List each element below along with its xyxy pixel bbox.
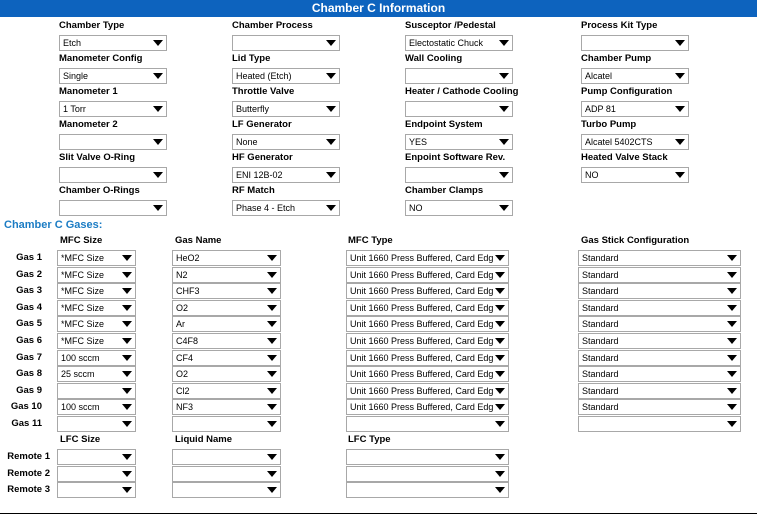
mfc-type-select[interactable] — [346, 350, 509, 366]
row-label-gas-3: Gas 3 — [16, 285, 42, 297]
row-label-gas-4: Gas 4 — [16, 301, 42, 313]
chevron-down-icon[interactable] — [122, 321, 132, 327]
gas-stick-select[interactable] — [578, 416, 741, 432]
row-label-gas-9: Gas 9 — [16, 384, 42, 396]
mfc-size-select[interactable] — [57, 283, 136, 299]
select-turbo-pump-value: Alcatel 5402CTS — [585, 137, 653, 147]
select-chamber-process[interactable] — [232, 35, 340, 51]
header-mfc-size: MFC Size — [60, 235, 103, 246]
header-lfc-type: LFC Type — [348, 434, 391, 445]
chevron-down-icon[interactable] — [326, 172, 336, 178]
select-lf-generator-value: None — [236, 137, 258, 147]
chevron-down-icon[interactable] — [727, 421, 737, 427]
select-chamber-type[interactable] — [59, 35, 167, 51]
chevron-down-icon[interactable] — [495, 487, 505, 493]
chevron-down-icon[interactable] — [495, 471, 505, 477]
chevron-down-icon[interactable] — [153, 172, 163, 178]
row-label-gas-6: Gas 6 — [16, 335, 42, 346]
gas-name-select-value: CF4 — [176, 352, 194, 363]
mfc-size-select-value: *MFC Size — [61, 336, 105, 346]
select-manometer-1[interactable] — [59, 101, 167, 117]
liquid-name-select[interactable] — [172, 466, 281, 482]
select-manometer-config-value: Single — [63, 71, 89, 81]
mfc-type-select-value: Unit 1660 Press Buffered, Card Edg — [350, 286, 494, 297]
lfc-size-select[interactable] — [57, 482, 136, 498]
gas-stick-select[interactable] — [578, 350, 741, 366]
chevron-down-icon[interactable] — [267, 305, 277, 311]
mfc-size-select-value: *MFC Size — [61, 253, 105, 263]
chevron-down-icon[interactable] — [727, 321, 737, 327]
mfc-size-select[interactable] — [57, 316, 136, 332]
gas-stick-select[interactable] — [578, 383, 741, 399]
chevron-down-icon[interactable] — [122, 355, 132, 361]
row-label-gas-1: Gas 1 — [16, 252, 42, 263]
header-lfc-size: LFC Size — [60, 434, 101, 445]
chevron-down-icon[interactable] — [727, 305, 737, 311]
mfc-type-select-value: Unit 1660 Press Buffered, Card Edg — [350, 369, 494, 380]
gas-stick-select-value: Standard — [582, 385, 619, 396]
chevron-down-icon[interactable] — [727, 288, 737, 294]
chevron-down-icon[interactable] — [122, 305, 132, 311]
label-pump-configuration: Pump Configuration — [581, 86, 673, 97]
gas-stick-select[interactable] — [578, 399, 741, 415]
gas-stick-select-value: Standard — [582, 336, 619, 346]
label-enpoint-software-rev: Enpoint Software Rev. — [405, 152, 506, 163]
select-pump-configuration[interactable] — [581, 101, 689, 117]
label-chamber-type: Chamber Type — [59, 20, 125, 31]
mfc-size-select[interactable] — [57, 383, 136, 399]
gas-stick-select-value: Standard — [582, 402, 619, 413]
liquid-name-select[interactable] — [172, 482, 281, 498]
select-turbo-pump[interactable] — [581, 134, 689, 150]
mfc-size-select-value: 25 sccm — [61, 369, 95, 380]
chevron-down-icon[interactable] — [153, 106, 163, 112]
label-heated-valve-stack: Heated Valve Stack — [581, 152, 668, 163]
chevron-down-icon[interactable] — [499, 139, 509, 145]
chevron-down-icon[interactable] — [326, 73, 336, 79]
select-throttle-valve[interactable] — [232, 101, 340, 117]
mfc-type-select[interactable] — [346, 383, 509, 399]
mfc-size-select[interactable] — [57, 399, 136, 415]
chevron-down-icon[interactable] — [495, 321, 505, 327]
chevron-down-icon[interactable] — [267, 471, 277, 477]
mfc-size-select[interactable] — [57, 267, 136, 283]
select-chamber-type-value: Etch — [63, 38, 82, 48]
gas-name-select[interactable] — [172, 250, 281, 266]
gas-name-select-value: O2 — [176, 302, 189, 313]
select-slit-valve-o-ring[interactable] — [59, 167, 167, 183]
chevron-down-icon[interactable] — [267, 454, 277, 460]
chevron-down-icon[interactable] — [495, 338, 505, 344]
label-hf-generator: HF Generator — [232, 152, 293, 163]
mfc-type-select[interactable] — [346, 267, 509, 283]
chevron-down-icon[interactable] — [267, 371, 277, 377]
gas-stick-select-value: Standard — [582, 352, 619, 363]
chevron-down-icon[interactable] — [727, 371, 737, 377]
gas-stick-select[interactable] — [578, 267, 741, 283]
gas-name-select-value: HeO2 — [176, 253, 200, 263]
mfc-type-select-value: Unit 1660 Press Buffered, Card Edg — [350, 253, 494, 263]
select-manometer-config[interactable] — [59, 68, 167, 84]
gas-stick-select[interactable] — [578, 283, 741, 299]
header-gas-stick-configuration: Gas Stick Configuration — [581, 235, 690, 246]
gas-stick-select[interactable] — [578, 333, 741, 349]
select-manometer-1-value: 1 Torr — [63, 104, 86, 114]
select-wall-cooling[interactable] — [405, 68, 513, 84]
gas-name-select[interactable] — [172, 366, 281, 382]
chevron-down-icon[interactable] — [267, 321, 277, 327]
gas-name-select[interactable] — [172, 383, 281, 399]
select-pump-configuration-value: ADP 81 — [585, 104, 616, 114]
mfc-type-select[interactable] — [346, 366, 509, 382]
lfc-size-select[interactable] — [57, 449, 136, 465]
label-lf-generator: LF Generator — [232, 119, 292, 130]
chevron-down-icon[interactable] — [499, 205, 509, 211]
select-hf-generator[interactable] — [232, 167, 340, 183]
select-heated-valve-stack[interactable] — [581, 167, 689, 183]
select-lf-generator[interactable] — [232, 134, 340, 150]
label-susceptor-pedestal: Susceptor /Pedestal — [405, 20, 496, 31]
row-label-remote-3: Remote 3 — [7, 484, 50, 496]
select-heater-cathode-cooling[interactable] — [405, 101, 513, 117]
select-enpoint-software-rev[interactable] — [405, 167, 513, 183]
label-rf-match: RF Match — [232, 185, 275, 196]
mfc-type-select-value: Unit 1660 Press Buffered, Card Edg — [350, 319, 494, 330]
select-chamber-clamps-value: NO — [409, 203, 423, 213]
select-endpoint-system[interactable] — [405, 134, 513, 150]
chevron-down-icon[interactable] — [727, 404, 737, 410]
chevron-down-icon[interactable] — [267, 288, 277, 294]
label-chamber-pump: Chamber Pump — [581, 53, 652, 64]
label-manometer-1: Manometer 1 — [59, 86, 118, 97]
select-rf-match-value: Phase 4 - Etch — [236, 203, 296, 213]
chevron-down-icon[interactable] — [495, 305, 505, 311]
lfc-type-select[interactable] — [346, 466, 509, 482]
label-process-kit-type: Process Kit Type — [581, 20, 658, 31]
chevron-down-icon[interactable] — [675, 172, 685, 178]
label-lid-type: Lid Type — [232, 53, 271, 64]
row-label-gas-2: Gas 2 — [16, 268, 42, 280]
row-label-gas-10: Gas 10 — [10, 401, 42, 413]
gases-section-heading: Chamber C Gases: — [4, 219, 103, 231]
chevron-down-icon[interactable] — [267, 487, 277, 493]
chevron-down-icon[interactable] — [727, 255, 737, 261]
gas-stick-select-value: Standard — [582, 302, 619, 313]
chevron-down-icon[interactable] — [727, 338, 737, 344]
row-label-gas-7: Gas 7 — [16, 351, 42, 363]
chevron-down-icon[interactable] — [122, 404, 132, 410]
chevron-down-icon[interactable] — [499, 40, 509, 46]
label-throttle-valve: Throttle Valve — [232, 86, 295, 97]
mfc-size-select-value: *MFC Size — [61, 269, 105, 280]
gas-stick-select-value: Standard — [582, 253, 619, 263]
gas-stick-select-value: Standard — [582, 319, 619, 330]
mfc-type-select-value: Unit 1660 Press Buffered, Card Edg — [350, 269, 494, 280]
mfc-size-select-value: *MFC Size — [61, 319, 105, 330]
chevron-down-icon[interactable] — [499, 172, 509, 178]
label-turbo-pump: Turbo Pump — [581, 119, 637, 130]
chevron-down-icon[interactable] — [122, 288, 132, 294]
gas-stick-select[interactable] — [578, 300, 741, 316]
chevron-down-icon[interactable] — [495, 355, 505, 361]
row-label-gas-11: Gas 11 — [11, 418, 42, 429]
mfc-type-select-value: Unit 1660 Press Buffered, Card Edg — [350, 336, 494, 346]
label-chamber-clamps: Chamber Clamps — [405, 185, 484, 196]
chevron-down-icon[interactable] — [326, 106, 336, 112]
chevron-down-icon[interactable] — [495, 454, 505, 460]
select-chamber-clamps[interactable] — [405, 200, 513, 216]
gas-name-select-value: N2 — [176, 269, 188, 280]
gas-name-select-value: Cl2 — [176, 385, 190, 396]
chevron-down-icon[interactable] — [122, 272, 132, 278]
gas-name-select[interactable] — [172, 416, 281, 432]
mfc-type-select-value: Unit 1660 Press Buffered, Card Edg — [350, 402, 494, 413]
mfc-type-select[interactable] — [346, 283, 509, 299]
chevron-down-icon[interactable] — [326, 40, 336, 46]
chevron-down-icon[interactable] — [122, 388, 132, 394]
mfc-type-select[interactable] — [346, 250, 509, 266]
mfc-type-select[interactable] — [346, 416, 509, 432]
chevron-down-icon[interactable] — [153, 205, 163, 211]
gas-stick-select-value: Standard — [582, 369, 619, 380]
row-label-gas-8: Gas 8 — [16, 368, 42, 380]
select-rf-match[interactable] — [232, 200, 340, 216]
select-chamber-pump[interactable] — [581, 68, 689, 84]
chevron-down-icon[interactable] — [267, 255, 277, 261]
label-manometer-2: Manometer 2 — [59, 119, 118, 130]
gas-stick-select-value: Standard — [582, 286, 619, 297]
mfc-size-select-value: 100 sccm — [61, 402, 100, 413]
gas-name-select[interactable] — [172, 283, 281, 299]
select-susceptor-pedestal-value: Electostatic Chuck — [409, 38, 484, 48]
header-mfc-type: MFC Type — [348, 235, 393, 246]
label-slit-valve-o-ring: Slit Valve O-Ring — [59, 152, 136, 163]
mfc-size-select[interactable] — [57, 333, 136, 349]
chevron-down-icon[interactable] — [727, 272, 737, 278]
select-lid-type-value: Heated (Etch) — [236, 71, 292, 81]
gas-stick-select-value: Standard — [582, 269, 619, 280]
row-label-remote-2: Remote 2 — [7, 467, 50, 479]
label-endpoint-system: Endpoint System — [405, 119, 483, 130]
gas-name-select-value: O2 — [176, 369, 189, 380]
chevron-down-icon[interactable] — [495, 255, 505, 261]
header-liquid-name: Liquid Name — [175, 434, 233, 445]
gas-name-select-value: Ar — [176, 319, 185, 330]
chevron-down-icon[interactable] — [495, 421, 505, 427]
select-heated-valve-stack-value: NO — [585, 170, 599, 180]
gas-name-select[interactable] — [172, 300, 281, 316]
chevron-down-icon[interactable] — [675, 139, 685, 145]
select-endpoint-system-value: YES — [409, 137, 428, 147]
chevron-down-icon[interactable] — [122, 487, 132, 493]
chevron-down-icon[interactable] — [267, 404, 277, 410]
lfc-size-select[interactable] — [57, 466, 136, 482]
mfc-size-select[interactable] — [57, 250, 136, 266]
chevron-down-icon[interactable] — [495, 371, 505, 377]
chevron-down-icon[interactable] — [122, 471, 132, 477]
gas-name-select-value: NF3 — [176, 402, 194, 413]
gas-name-select[interactable] — [172, 399, 281, 415]
row-label-remote-1: Remote 1 — [7, 451, 50, 462]
mfc-type-select-value: Unit 1660 Press Buffered, Card Edg — [350, 302, 494, 313]
mfc-type-select[interactable] — [346, 316, 509, 332]
label-chamber-process: Chamber Process — [232, 20, 313, 31]
chevron-down-icon[interactable] — [727, 388, 737, 394]
divider — [0, 513, 757, 514]
mfc-size-select-value: *MFC Size — [61, 286, 105, 297]
chevron-down-icon[interactable] — [267, 355, 277, 361]
liquid-name-select[interactable] — [172, 449, 281, 465]
chevron-down-icon[interactable] — [326, 139, 336, 145]
title-bar: Chamber C Information — [0, 0, 757, 17]
lfc-type-select[interactable] — [346, 449, 509, 465]
gas-stick-select[interactable] — [578, 316, 741, 332]
mfc-size-select[interactable] — [57, 366, 136, 382]
chevron-down-icon[interactable] — [495, 388, 505, 394]
label-wall-cooling: Wall Cooling — [405, 53, 463, 64]
select-chamber-pump-value: Alcatel — [585, 71, 613, 81]
mfc-type-select[interactable] — [346, 399, 509, 415]
mfc-size-select-value: 100 sccm — [61, 352, 100, 363]
label-heater-cathode-cooling: Heater / Cathode Cooling — [405, 86, 519, 97]
gas-name-select[interactable] — [172, 333, 281, 349]
mfc-size-select[interactable] — [57, 416, 136, 432]
chevron-down-icon[interactable] — [267, 421, 277, 427]
gas-name-select-value: C4F8 — [176, 336, 199, 346]
gas-name-select-value: CHF3 — [176, 286, 200, 297]
chevron-down-icon[interactable] — [675, 40, 685, 46]
chevron-down-icon[interactable] — [267, 272, 277, 278]
gas-stick-select[interactable] — [578, 250, 741, 266]
chevron-down-icon[interactable] — [267, 388, 277, 394]
chevron-down-icon[interactable] — [122, 255, 132, 261]
chevron-down-icon[interactable] — [122, 421, 132, 427]
gas-name-select[interactable] — [172, 350, 281, 366]
row-label-gas-5: Gas 5 — [16, 318, 42, 330]
select-process-kit-type[interactable] — [581, 35, 689, 51]
select-manometer-2[interactable] — [59, 134, 167, 150]
chevron-down-icon[interactable] — [153, 40, 163, 46]
chevron-down-icon[interactable] — [122, 371, 132, 377]
chevron-down-icon[interactable] — [122, 454, 132, 460]
mfc-type-select[interactable] — [346, 300, 509, 316]
mfc-size-select-value: *MFC Size — [61, 302, 105, 313]
chevron-down-icon[interactable] — [727, 355, 737, 361]
gas-name-select[interactable] — [172, 316, 281, 332]
chevron-down-icon[interactable] — [267, 338, 277, 344]
chevron-down-icon[interactable] — [122, 338, 132, 344]
gas-name-select[interactable] — [172, 267, 281, 283]
chevron-down-icon[interactable] — [153, 73, 163, 79]
mfc-type-select-value: Unit 1660 Press Buffered, Card Edg — [350, 352, 494, 363]
chevron-down-icon[interactable] — [153, 139, 163, 145]
chevron-down-icon[interactable] — [499, 106, 509, 112]
chevron-down-icon[interactable] — [326, 205, 336, 211]
label-chamber-o-rings: Chamber O-Rings — [59, 185, 140, 196]
gas-stick-select[interactable] — [578, 366, 741, 382]
select-throttle-valve-value: Butterfly — [236, 104, 270, 114]
mfc-size-select[interactable] — [57, 350, 136, 366]
mfc-type-select[interactable] — [346, 333, 509, 349]
mfc-size-select[interactable] — [57, 300, 136, 316]
select-susceptor-pedestal[interactable] — [405, 35, 513, 51]
chevron-down-icon[interactable] — [495, 288, 505, 294]
chevron-down-icon[interactable] — [675, 106, 685, 112]
select-chamber-o-rings[interactable] — [59, 200, 167, 216]
chevron-down-icon[interactable] — [495, 404, 505, 410]
lfc-type-select[interactable] — [346, 482, 509, 498]
select-hf-generator-value: ENI 12B-02 — [236, 170, 283, 180]
chevron-down-icon[interactable] — [495, 272, 505, 278]
header-gas-name: Gas Name — [175, 235, 222, 246]
mfc-type-select-value: Unit 1660 Press Buffered, Card Edg — [350, 385, 494, 396]
select-lid-type[interactable] — [232, 68, 340, 84]
label-manometer-config: Manometer Config — [59, 53, 143, 64]
chevron-down-icon[interactable] — [499, 73, 509, 79]
chevron-down-icon[interactable] — [675, 73, 685, 79]
